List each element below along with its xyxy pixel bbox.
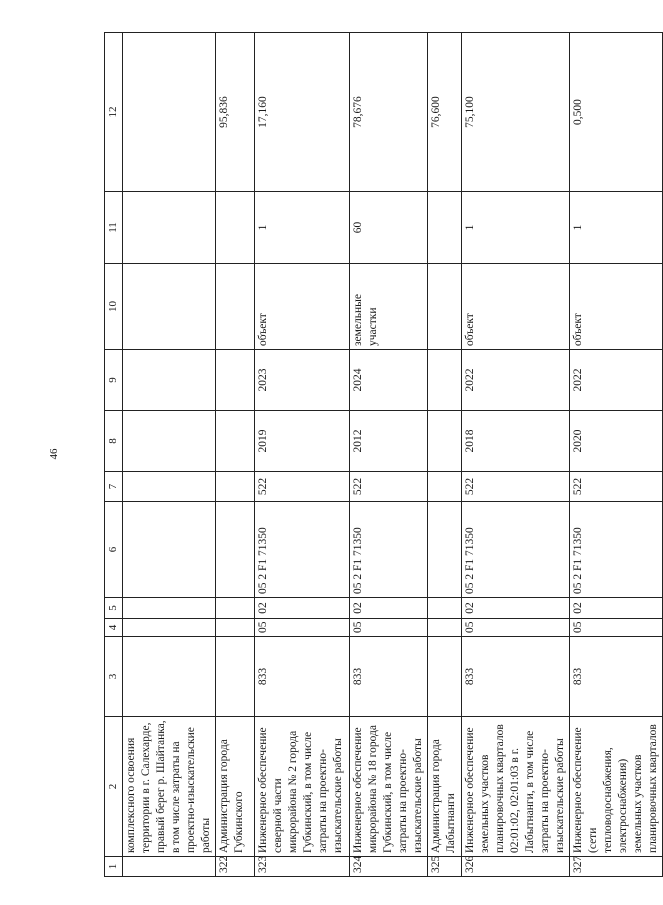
end-year: 2023 [255, 350, 350, 411]
capacity: 1 [255, 192, 350, 264]
table-row [123, 33, 216, 877]
subsection-code [428, 598, 462, 619]
amount: 76,600 [428, 33, 462, 192]
unit [428, 264, 462, 350]
start-year: 2012 [350, 411, 428, 472]
table-row [216, 33, 255, 877]
start-year: 2019 [255, 411, 350, 472]
ministry-code [123, 637, 216, 717]
expense-type-code: 522 [350, 472, 428, 502]
unit: объект [570, 264, 663, 350]
start-year [428, 411, 462, 472]
end-year [123, 350, 216, 411]
unit [123, 264, 216, 350]
column-header: 2 [105, 717, 123, 857]
amount: 75,100 [462, 33, 570, 192]
ministry-code: 833 [350, 637, 428, 717]
amount: 17,160 [255, 33, 350, 192]
expense-type-code: 522 [255, 472, 350, 502]
ministry-code [216, 637, 255, 717]
ministry-code: 833 [255, 637, 350, 717]
target-article-code [428, 502, 462, 598]
capacity [123, 192, 216, 264]
column-header: 8 [105, 411, 123, 472]
start-year: 2018 [462, 411, 570, 472]
section-code: 05 [255, 619, 350, 637]
column-header: 7 [105, 472, 123, 502]
row-number: 327 [570, 857, 663, 877]
amount: 0,500 [570, 33, 663, 192]
subsection-code [123, 598, 216, 619]
table-row [462, 33, 570, 877]
expense-type-code: 522 [570, 472, 663, 502]
section-code: 05 [570, 619, 663, 637]
ministry-code: 833 [462, 637, 570, 717]
column-header: 10 [105, 264, 123, 350]
row-number: 323 [255, 857, 350, 877]
page-number: 46 [48, 448, 60, 460]
row-number: 325 [428, 857, 462, 877]
rotated-table-wrapper [104, 33, 659, 877]
table-row [350, 33, 428, 877]
section-code [216, 619, 255, 637]
section-code [123, 619, 216, 637]
amount: 78,676 [350, 33, 428, 192]
end-year [216, 350, 255, 411]
end-year: 2022 [570, 350, 663, 411]
start-year [216, 411, 255, 472]
item-name: Администрация города Губкинского [216, 717, 255, 857]
target-article-code: 05 2 F1 71350 [462, 502, 570, 598]
row-number: 322 [216, 857, 255, 877]
capacity: 1 [462, 192, 570, 264]
unit: объект [255, 264, 350, 350]
target-article-code: 05 2 F1 71350 [570, 502, 663, 598]
section-code: 05 [462, 619, 570, 637]
column-header: 4 [105, 619, 123, 637]
item-name: Инженерное обеспечение (сети тепловодоснабжения, электроснабжения) земельных участков планировочных кварталов [570, 717, 663, 857]
capacity [216, 192, 255, 264]
subsection-code: 02 [255, 598, 350, 619]
target-article-code: 05 2 F1 71350 [255, 502, 350, 598]
expense-type-code [216, 472, 255, 502]
end-year [428, 350, 462, 411]
column-header: 3 [105, 637, 123, 717]
capacity: 1 [570, 192, 663, 264]
target-article-code [216, 502, 255, 598]
end-year: 2022 [462, 350, 570, 411]
unit: объект [462, 264, 570, 350]
subsection-code: 02 [570, 598, 663, 619]
row-number: 324 [350, 857, 428, 877]
expense-type-code [428, 472, 462, 502]
end-year: 2024 [350, 350, 428, 411]
ministry-code: 833 [570, 637, 663, 717]
expense-type-code: 522 [462, 472, 570, 502]
unit [216, 264, 255, 350]
item-name: Инженерное обеспечение земельных участков планировочных кварталов 02:01:02, 02:01:03 в г. Лабытнанги, в том числе затраты на проектно-изыскательские работы [462, 717, 570, 857]
table-row [428, 33, 462, 877]
target-article-code [123, 502, 216, 598]
amount: 95,836 [216, 33, 255, 192]
subsection-code [216, 598, 255, 619]
subsection-code: 02 [350, 598, 428, 619]
section-code [428, 619, 462, 637]
ministry-code [428, 637, 462, 717]
capacity [428, 192, 462, 264]
target-article-code: 05 2 F1 71350 [350, 502, 428, 598]
column-header: 9 [105, 350, 123, 411]
capacity: 60 [350, 192, 428, 264]
item-name: Инженерное обеспечение микрорайона № 18 города Губкинский, в том числе затраты на проектно-изыскательские работы [350, 717, 428, 857]
table-row [255, 33, 350, 877]
investment-table [104, 32, 663, 877]
amount [123, 33, 216, 192]
column-header: 6 [105, 502, 123, 598]
table-row [570, 33, 663, 877]
start-year [123, 411, 216, 472]
item-name: Инженерное обеспечение северной части микрорайона № 2 города Губкинский, в том числе затраты на проектно-изыскательские работы [255, 717, 350, 857]
item-name: комплексного освоения территории в г. Салехарде, правый берег р. Шайтанка, в том числе затраты на проектно-изыскательские работы [123, 717, 216, 857]
subsection-code: 02 [462, 598, 570, 619]
column-header: 12 [105, 33, 123, 192]
section-code: 05 [350, 619, 428, 637]
start-year: 2020 [570, 411, 663, 472]
column-header: 1 [105, 857, 123, 877]
item-name: Администрация города Лабытнанги [428, 717, 462, 857]
column-header: 11 [105, 192, 123, 264]
column-numbers-row [105, 33, 123, 877]
row-number [123, 857, 216, 877]
unit: земельные участки [350, 264, 428, 350]
row-number: 326 [462, 857, 570, 877]
expense-type-code [123, 472, 216, 502]
column-header: 5 [105, 598, 123, 619]
